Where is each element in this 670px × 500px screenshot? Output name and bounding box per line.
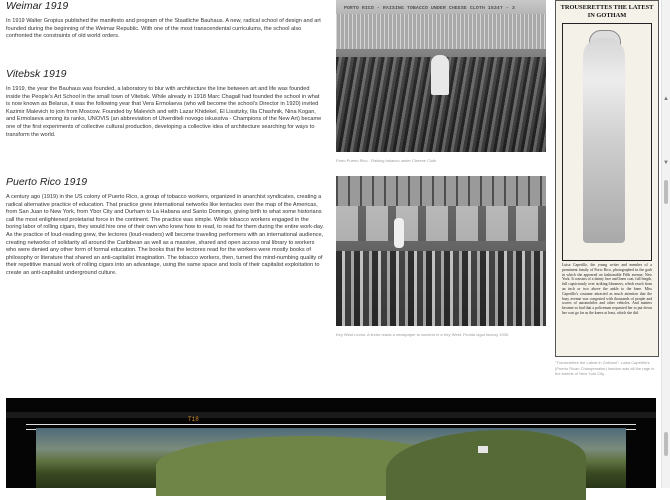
worker-figure: [431, 55, 449, 95]
scrollbar-thumb[interactable]: [664, 432, 668, 456]
newspaper-headline: TROUSERETTES THE LATEST IN GOTHAM: [560, 4, 654, 19]
section-body: In 1919, the year the Bauhaus was founded, a laboratory to blur with architecture the line between art and life was founded inside the People's Art School in the small town of Vitebsk. While already in 1918 Marc Chagall had founded the school in what is now known as Belarus, it was the following year that Vera Ermolaeva (who will become the school's Director in 1920) invited Kazimir Malevich to join from Moscow. Founded by Malevich and with Lazar Khidekel, El Lissitzky, Ilia Chashnik, Nina Kogan, and Ermolaeva among its ranks, UNOVIS (an abbreviation of Utverditeli novogo iskusstva - Champions of the New Art) became one of the first experiments of collective cultural production, developing a collective idea of architecture searching for ways to transform the world.: [6, 86, 322, 138]
newspaper-caption: "Trouserettes the Latest in Gotham": Luisa Capetillo's (Puerto Rican Changemaker) fashion was all the rage in the streets of New York City.: [555, 360, 655, 376]
factory-windows: [336, 206, 546, 241]
newspaper-body-text: Luisa Capetillo, the young writer and member of a prominent family of Porto Rico, photographed in the garb in which she appeared on fashionable Fifth avenue, New York. It consists of a dainty lace and linen coat, full length, full capriciously over striking bloomers, which reach from an inch or two above the ankle to the knee. Miss Capetillo's costume attracted as much attention that the busy avenue was congested with thousands of people and scores of automobiles and other vehicles. And matters became so bad that a policeman requested her to put down her coat go far as the knees at least, which she did.: [562, 263, 652, 315]
scrollbar-thumb[interactable]: [664, 180, 668, 204]
section-title: Puerto Rico 1919: [6, 176, 88, 188]
newspaper-clipping: [555, 0, 659, 357]
factory-roof: [336, 176, 546, 206]
cigar-factory-lector-photo: [336, 176, 546, 326]
cigar-workers: [336, 251, 546, 326]
scroll-up-arrow-icon[interactable]: ▲: [663, 96, 669, 102]
section-title: Vitebsk 1919: [6, 68, 67, 80]
section-puerto-rico: [6, 176, 324, 278]
house-icon: [478, 446, 488, 453]
newspaper-photo-frame: [562, 23, 652, 261]
photo-label: PORTO RICO - RAISING TOBACCO UNDER CHEESE CLOTH 15347 - 3: [344, 6, 516, 11]
section-body: In 1919 Walter Gropius published the manifesto and program of the Staatliche Bauhaus. A new, radical school of design and art founded during the beginning of the Weimar Republic. With one of the most transcendental curriculums, the school also confronted the constraints of old world orders.: [6, 18, 321, 40]
film-frame-number: T18: [188, 416, 199, 423]
tobacco-field-caption: Porto Puerto Rico - Raising tobacco under Cheese Cloth: [336, 158, 437, 163]
page-scrollbar[interactable]: [661, 0, 670, 488]
lector-figure: [394, 218, 404, 248]
woman-figure: [583, 38, 625, 243]
cheese-cloth-canopy: [336, 14, 546, 49]
film-slide-image: [6, 398, 656, 488]
section-title: Weimar 1919: [6, 0, 69, 12]
section-vitebsk: [6, 68, 324, 139]
scroll-down-arrow-icon[interactable]: ▼: [663, 160, 669, 166]
lector-caption: Key West Lector. A lector reads a newspaper to workers in a Key West, Florida cigar factory 1930.: [336, 332, 510, 337]
section-body: A century ago (1919) in the US colony of Puerto Rico, a group of tobacco workers, organized in anarchist syndicates, creating a radical alternative practice of education. That practice grew international networks like tentacles over the map of the Americas, from San Juan to New York, from Ybor City and Durham to La Habana and Santo Domingo, giving birth to what some historians call the most enlightened proletariat force in the continent. The practice was simple. While tobacco workers engaged in the boring labor of rolling cigars, they would hire one of their own who knew how to read, to read for them during the entire work-day. As the practice of loud-reading grew, the lectores (loud-readers) will become traveling performers with an international audience, creating networks of solidarity all around the Caribbean as well as a massive, shared and open access oral library to workers who were denied any other form of formal education. The books that the lectores read for the workers were mostly books of philosophy or literature that shared an anti-capitalist imagination. The tobacco workers, then, turned the mind-numbing quality of their repetitive manual work of rolling cigars into an advantage, using the same space and tools of their capitalist exploitation to create an anti-capitalist underground culture.: [6, 194, 324, 276]
film-strip-edge: [6, 412, 656, 418]
section-weimar: [6, 0, 324, 41]
tobacco-field-photo: [336, 0, 546, 152]
